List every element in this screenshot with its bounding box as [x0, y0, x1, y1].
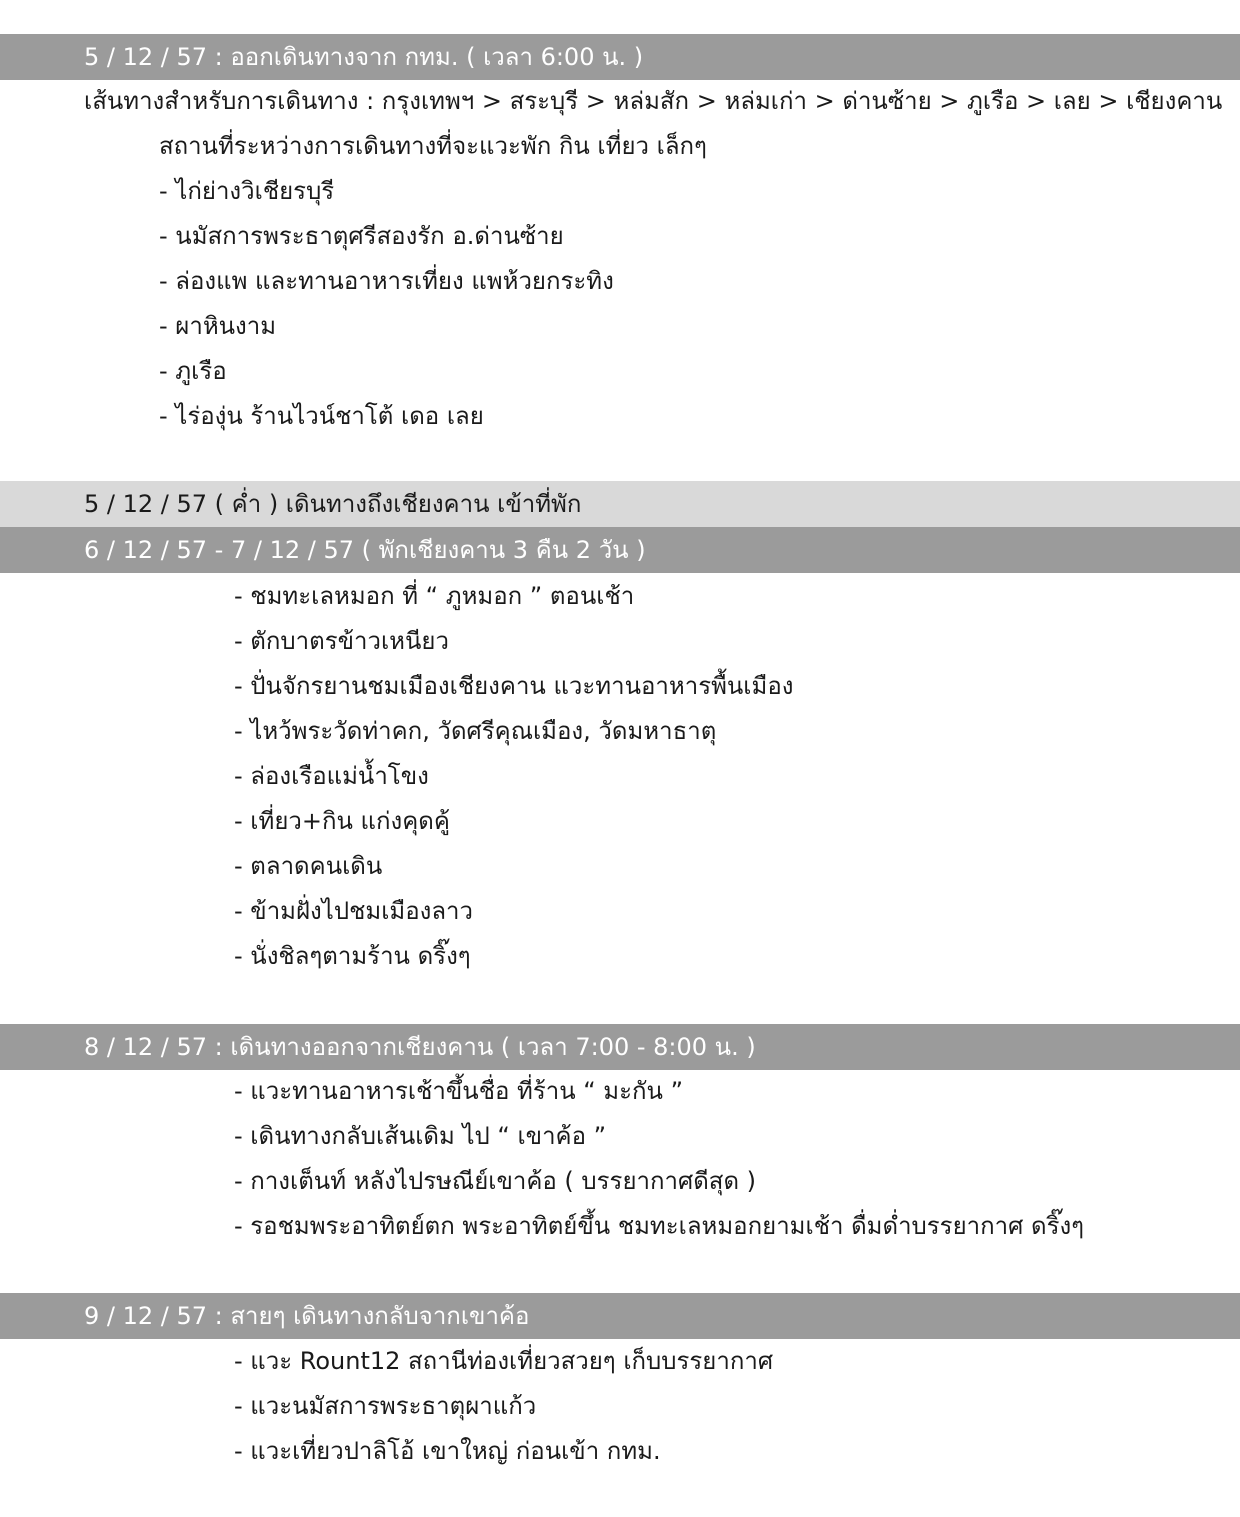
- section-header-day5: 9 / 12 / 57 : สายๆ เดินทางกลับจากเขาค้อ: [0, 1293, 1240, 1339]
- list-item: - เดินทางกลับเส้นเดิม ไป “ เขาค้อ ”: [234, 1122, 607, 1150]
- list-item: - นมัสการพระธาตุศรีสองรัก อ.ด่านซ้าย: [159, 222, 564, 250]
- list-item: - ล่องเรือแม่น้ำโขง: [234, 762, 429, 790]
- list-item: - ผาหินงาม: [159, 312, 277, 340]
- list-item: - แวะเที่ยวปาลิโอ้ เขาใหญ่ ก่อนเข้า กทม.: [234, 1437, 661, 1465]
- list-item: - ล่องแพ และทานอาหารเที่ยง แพห้วยกระทิง: [159, 267, 614, 295]
- section-header-day1-depart: 5 / 12 / 57 : ออกเดินทางจาก กทม. ( เวลา 6:00 น. ): [0, 34, 1240, 80]
- section-header-stay: 6 / 12 / 57 - 7 / 12 / 57 ( พักเชียงคาน 3 คืน 2 วัน ): [0, 527, 1240, 573]
- list-item: - แวะทานอาหารเช้าขึ้นชื่อ ที่ร้าน “ มะกัน ”: [234, 1077, 684, 1105]
- list-item: - นั่งชิลๆตามร้าน ดริ๊งๆ: [234, 942, 471, 970]
- list-item: - รอชมพระอาทิตย์ตก พระอาทิตย์ขึ้น ชมทะเลหมอกยามเช้า ดื่มด่ำบรรยากาศ ดริ๊งๆ: [234, 1212, 1085, 1240]
- list-item: - ไร่องุ่น ร้านไวน์ชาโต้ เดอ เลย: [159, 402, 484, 430]
- list-item: - ไหว้พระวัดท่าคก, วัดศรีคุณเมือง, วัดมหาธาตุ: [234, 717, 717, 745]
- list-item: - ข้ามฝั่งไปชมเมืองลาว: [234, 897, 474, 925]
- section-header-day1-arrive: 5 / 12 / 57 ( ค่ำ ) เดินทางถึงเชียงคาน เข้าที่พัก: [0, 481, 1240, 527]
- list-item: - กางเต็นท์ หลังไปรษณีย์เขาค้อ ( บรรยากาศดีสุด ): [234, 1167, 757, 1195]
- list-item: - แวะ Rount12 สถานีท่องเที่ยวสวยๆ เก็บบรรยากาศ: [234, 1347, 774, 1375]
- list-item: - ปั่นจักรยานชมเมืองเชียงคาน แวะทานอาหารพื้นเมือง: [234, 672, 794, 700]
- stops-subheading: สถานที่ระหว่างการเดินทางที่จะแวะพัก กิน เที่ยว เล็กๆ: [159, 132, 707, 160]
- list-item: - ตักบาตรข้าวเหนียว: [234, 627, 449, 655]
- list-item: - ชมทะเลหมอก ที่ “ ภูหมอก ” ตอนเช้า: [234, 582, 635, 610]
- list-item: - เที่ยว+กิน แก่งคุดคู้: [234, 807, 450, 835]
- list-item: - ไก่ย่างวิเชียรบุรี: [159, 177, 335, 205]
- list-item: - ตลาดคนเดิน: [234, 852, 383, 880]
- route-line: เส้นทางสำหรับการเดินทาง : กรุงเทพฯ > สระบุรี > หล่มสัก > หล่มเก่า > ด่านซ้าย > ภูเรือ > เลย > เชียงคาน: [84, 87, 1223, 115]
- list-item: - ภูเรือ: [159, 357, 227, 385]
- section-header-day4: 8 / 12 / 57 : เดินทางออกจากเชียงคาน ( เวลา 7:00 - 8:00 น. ): [0, 1024, 1240, 1070]
- list-item: - แวะนมัสการพระธาตุผาแก้ว: [234, 1392, 537, 1420]
